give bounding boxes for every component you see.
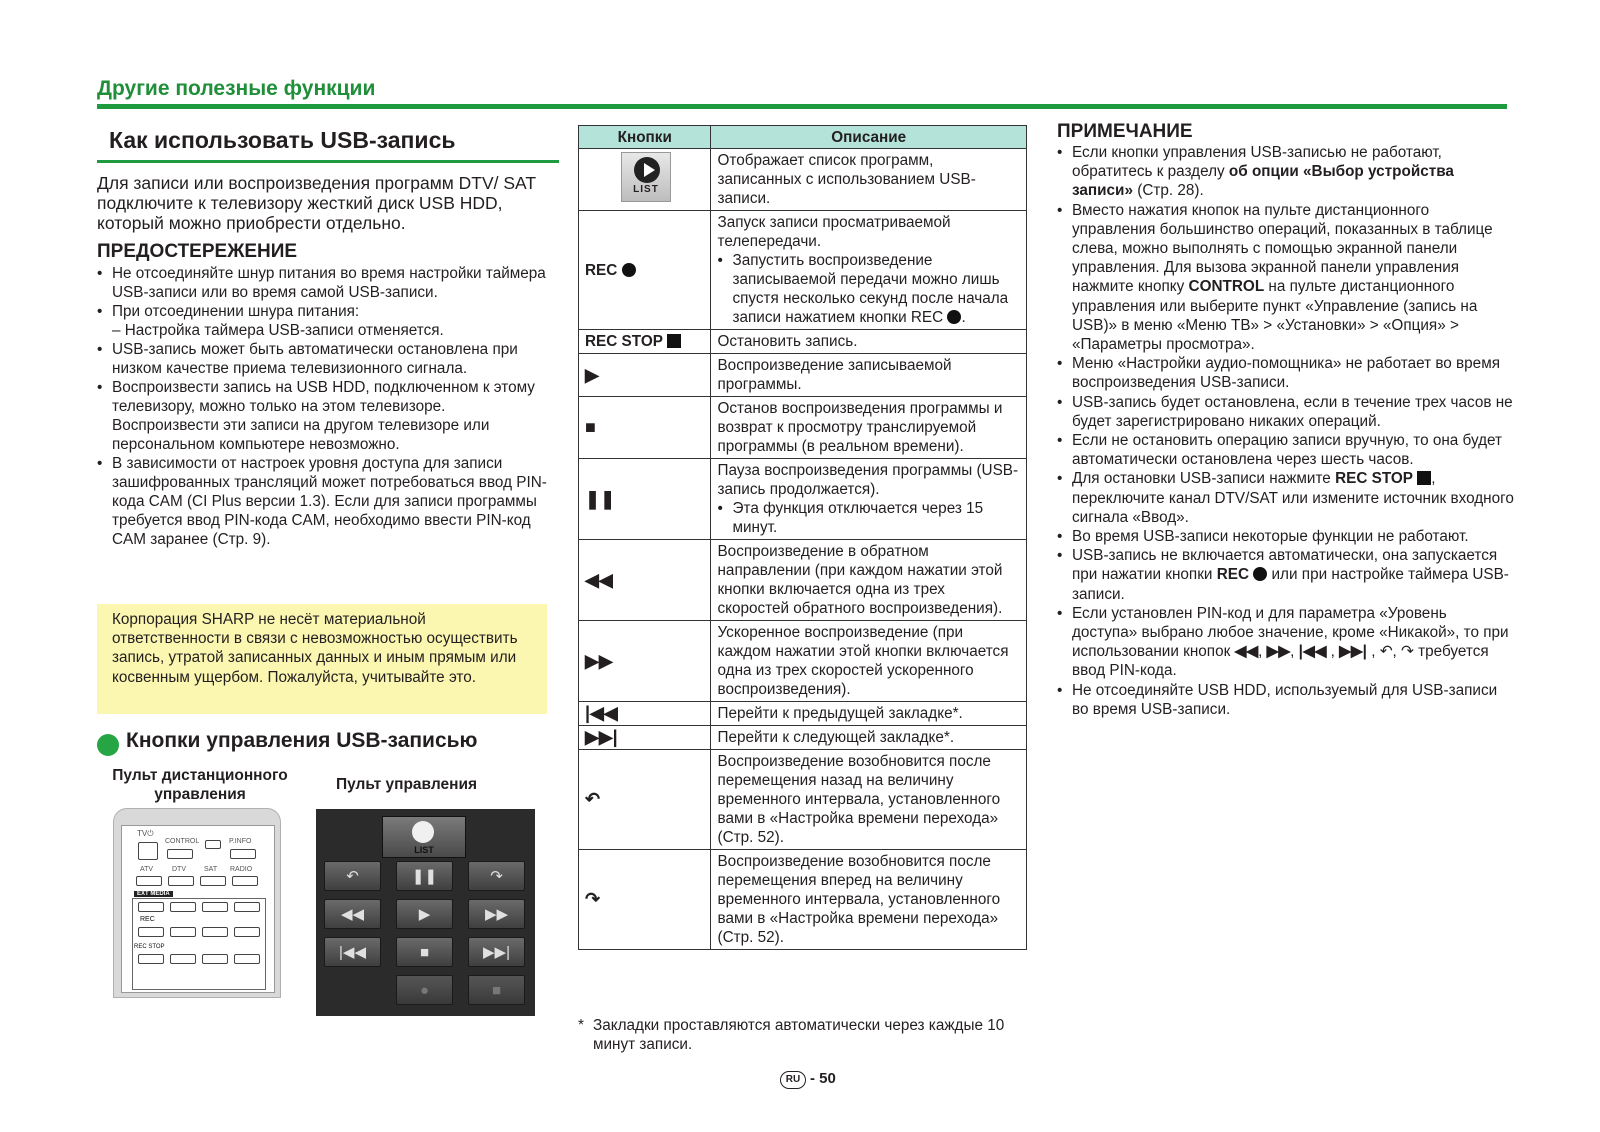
table-row bbox=[579, 702, 1027, 726]
note-item: • Во время USB-записи некоторые функции не работают. bbox=[1057, 527, 1515, 546]
play-icon: ▶ bbox=[579, 354, 711, 397]
caution-item bbox=[97, 302, 552, 340]
remote-control-button bbox=[167, 849, 193, 859]
list-button-label: LIST bbox=[633, 184, 659, 195]
panel-list-label: LIST bbox=[414, 845, 434, 855]
note-bold: об опции «Выбор устройства записи» bbox=[1072, 163, 1454, 200]
caution-list bbox=[97, 264, 552, 549]
remote-rewind-button bbox=[170, 927, 196, 937]
table-desc-cell: Воспроизведение возобновится после перемещения вперед на величину временного интервала, установленного вами в «Настройка времени перехода» (Стр. 52). bbox=[711, 850, 1027, 950]
language-badge: RU bbox=[780, 1071, 806, 1089]
table-desc-cell: Воспроизведение в обратном направлении (при каждом нажатии этой кнопки включается одна из трех скоростей обратного воспроизведения). bbox=[711, 540, 1027, 621]
key-label: REC bbox=[585, 261, 618, 279]
note-text: или при настройке таймера USB-записи. bbox=[1072, 566, 1509, 603]
note-text: (Стр. 28). bbox=[1132, 182, 1204, 200]
note-text: , переключите канал DTV/SAT или измените источник входного сигнала «Ввод». bbox=[1072, 470, 1514, 526]
remote-label-atv: ATV bbox=[140, 866, 154, 873]
controls-heading: Кнопки управления USB-записью bbox=[126, 729, 478, 752]
panel-rec-button: ● bbox=[396, 975, 453, 1005]
note-item bbox=[1057, 469, 1515, 527]
page-number-text: - 50 bbox=[810, 1070, 836, 1087]
buttons-table bbox=[578, 125, 1027, 950]
bullet-dot-icon bbox=[97, 734, 119, 756]
remote-atv-button bbox=[136, 876, 162, 886]
table-row bbox=[579, 621, 1027, 702]
note-item: • USB-запись будет остановлена, если в течение трех часов не будет зарегистрировано никаких операций. bbox=[1057, 393, 1515, 431]
panel-prev-button: |◀◀ bbox=[324, 937, 381, 967]
remote-pause-button bbox=[202, 902, 228, 912]
table-row bbox=[579, 211, 1027, 330]
footnote-asterisk: * bbox=[578, 1017, 584, 1034]
table-row bbox=[579, 354, 1027, 397]
note-text: требуется ввод PIN-кода. bbox=[1072, 643, 1489, 680]
remote-play-button bbox=[202, 927, 228, 937]
intro-paragraph: Для записи или воспроизведения программ DTV/ SAT подключите к телевизору жесткий диск USB HDD, который можно приобрести отдельно. bbox=[97, 173, 536, 233]
remote-button-area bbox=[121, 825, 275, 993]
record-dot-icon bbox=[947, 310, 961, 324]
table-header-desc: Описание bbox=[711, 126, 1027, 149]
panel-skip-forward-button: ↷ bbox=[468, 861, 525, 891]
table-header-keys: Кнопки bbox=[579, 126, 711, 149]
panel-rec-stop-button: ■ bbox=[468, 975, 525, 1005]
table-row bbox=[579, 459, 1027, 540]
list-button-icon bbox=[621, 152, 671, 202]
remote-power-button bbox=[138, 902, 164, 912]
table-row bbox=[579, 540, 1027, 621]
remote-rec-button bbox=[138, 927, 164, 937]
stop-square-icon bbox=[667, 334, 681, 348]
fast-forward-icon: ▶▶ bbox=[1266, 643, 1291, 661]
desc-text: Пауза воспроизведения программы (USB-запись продолжается). bbox=[717, 462, 1019, 498]
panel-play-button: ▶ bbox=[396, 899, 453, 929]
note-heading: ПРИМЕЧАНИЕ bbox=[1057, 121, 1193, 142]
panel-next-button: ▶▶| bbox=[468, 937, 525, 967]
next-icon: ▶▶| bbox=[579, 726, 711, 750]
note-text: USB-запись не включается автоматически, она запускается при нажатии кнопки bbox=[1072, 547, 1498, 584]
panel-rewind-button: ◀◀ bbox=[324, 899, 381, 929]
note-item bbox=[1057, 546, 1515, 604]
caution-heading: ПРЕДОСТЕРЕЖЕНИЕ bbox=[97, 241, 298, 262]
remote-label-tv: TV⏻ bbox=[137, 829, 154, 838]
remote-skip-back-button bbox=[170, 902, 196, 912]
caution-item-text: При отсоединении шнура питания: bbox=[112, 303, 360, 320]
fast-forward-icon: ▶▶ bbox=[579, 621, 711, 702]
table-key-cell bbox=[579, 149, 711, 211]
previous-icon: |◀◀ bbox=[1298, 643, 1327, 661]
remote-prev-button bbox=[170, 954, 196, 964]
desc-text: Запуск записи просматриваемой телепередачи. bbox=[717, 214, 951, 250]
panel-list-button bbox=[382, 816, 466, 858]
stop-icon: ■ bbox=[579, 397, 711, 459]
desc-bullet-text: Запустить воспроизведение записываемой передачи можно лишь спустя несколько секунд после начала записи нажатием кнопки REC bbox=[732, 252, 1009, 326]
table-row bbox=[579, 850, 1027, 950]
page-title: Как использовать USB-запись bbox=[97, 127, 559, 163]
panel-caption: Пульт управления bbox=[336, 776, 478, 793]
remote-caption: Пульт дистанционного управления bbox=[112, 767, 288, 803]
desc-bullet: • Эта функция отключается через 15 минут. bbox=[717, 499, 1020, 537]
note-item bbox=[1057, 201, 1515, 355]
panel-skip-back-button: ↶ bbox=[324, 861, 381, 891]
remote-stop-button bbox=[202, 954, 228, 964]
note-text: Если установлен PIN-код и для параметра «Уровень доступа» выбрано любое значение, кроме «Никакой», то при использовании кнопок bbox=[1072, 604, 1509, 661]
remote-skip-forward-button bbox=[234, 902, 260, 912]
table-desc-cell: Перейти к предыдущей закладке*. bbox=[711, 702, 1027, 726]
remote-label-dtv: DTV bbox=[172, 866, 186, 873]
table-desc-cell: Воспроизведение возобновится после перемещения назад на величину временного интервала, установленного вами в «Настройка времени перехода» (Стр. 52). bbox=[711, 750, 1027, 850]
stop-square-icon bbox=[1417, 471, 1431, 485]
skip-back-icon: ↶ bbox=[579, 750, 711, 850]
table-row bbox=[579, 397, 1027, 459]
caution-item: • В зависимости от настроек уровня доступа для записи зашифрованных трансляций может потребоваться ввод PIN-кода CAM (CI Plus версии 1.3). Если для записи программы требуется ввод PIN-кода CAM, необходимо ввести PIN-код CAM заранее (Стр. 9). bbox=[97, 454, 552, 549]
remote-menu-button bbox=[138, 842, 158, 860]
caution-item: • Воспроизвести запись на USB HDD, подключенном к этому телевизору, можно только на этом телевизоре. Воспроизвести эти записи на другом телевизоре или персональном компьютере невозможно. bbox=[97, 378, 552, 454]
rewind-icon: ◀◀ bbox=[579, 540, 711, 621]
record-dot-icon bbox=[622, 263, 636, 277]
note-item: • Меню «Настройки аудио-помощника» не работает во время воспроизведения USB-записи. bbox=[1057, 354, 1515, 392]
skip-back-icon: ↶ bbox=[1379, 643, 1393, 661]
section-title: Другие полезные функции bbox=[97, 77, 376, 100]
table-desc-cell: Останов воспроизведения программы и возврат к просмотру транслируемой программы (в реальном времени). bbox=[711, 397, 1027, 459]
remote-sat-button bbox=[200, 876, 226, 886]
caution-item: • Не отсоединяйте шнур питания во время настройки таймера USB-записи или во время самой USB-записи. bbox=[97, 264, 552, 302]
page-number bbox=[780, 1070, 836, 1089]
remote-label-radio: RADIO bbox=[230, 866, 253, 873]
section-divider bbox=[97, 104, 1507, 109]
panel-stop-button: ■ bbox=[396, 937, 453, 967]
table-key-cell bbox=[579, 211, 711, 330]
table-desc-cell: Остановить запись. bbox=[711, 330, 1027, 354]
table-desc-cell bbox=[711, 459, 1027, 540]
note-item: • Если не остановить операцию записи вручную, то она будет автоматически остановлена через шесть часов. bbox=[1057, 431, 1515, 469]
note-text: Для остановки USB-записи нажмите bbox=[1072, 470, 1336, 488]
remote-input-button bbox=[205, 840, 221, 849]
table-header-row bbox=[579, 126, 1027, 149]
remote-ffwd-button bbox=[234, 927, 260, 937]
table-desc-cell: Перейти к следующей закладке*. bbox=[711, 726, 1027, 750]
note-item: • Не отсоединяйте USB HDD, используемый для USB-записи во время USB-записи. bbox=[1057, 681, 1515, 719]
note-text: на пульте дистанционного управления или выберите пункт «Управление (запись на USB)» в меню «Меню ТВ» > «Установки» > «Опция» > «Параметры просмотра». bbox=[1072, 278, 1478, 354]
table-footnote bbox=[578, 1016, 1018, 1054]
note-item bbox=[1057, 143, 1515, 201]
note-list bbox=[1057, 143, 1515, 719]
table-desc-cell bbox=[711, 211, 1027, 330]
caution-subitem: – Настройка таймера USB-записи отменяется. bbox=[112, 322, 444, 339]
skip-forward-icon: ↷ bbox=[579, 850, 711, 950]
note-bold: CONTROL bbox=[1188, 278, 1265, 296]
note-bold: REC STOP bbox=[1335, 470, 1413, 488]
remote-dtv-button bbox=[168, 876, 194, 886]
table-row bbox=[579, 750, 1027, 850]
remote-label-rec-stop: REC STOP bbox=[134, 944, 165, 950]
remote-label-sat: SAT bbox=[204, 866, 218, 873]
table-desc-cell: Воспроизведение записываемой программы. bbox=[711, 354, 1027, 397]
record-dot-icon bbox=[1253, 567, 1267, 581]
table-row bbox=[579, 726, 1027, 750]
remote-label-control: CONTROL bbox=[165, 838, 200, 845]
remote-radio-button bbox=[232, 876, 258, 886]
table-desc-cell: Ускоренное воспроизведение (при каждом нажатии этой кнопки включается одна из трех скоростей ускоренного воспроизведения). bbox=[711, 621, 1027, 702]
key-label: REC STOP bbox=[585, 333, 663, 350]
footnote-text: Закладки проставляются автоматически через каждые 10 минут записи. bbox=[593, 1017, 1005, 1053]
rewind-icon: ◀◀ bbox=[1234, 643, 1259, 661]
previous-icon: |◀◀ bbox=[579, 702, 711, 726]
next-icon: ▶▶| bbox=[1339, 643, 1367, 661]
table-key-cell bbox=[579, 330, 711, 354]
panel-pause-button: ❚❚ bbox=[396, 861, 453, 891]
pause-icon: ❚❚ bbox=[579, 459, 711, 540]
note-text: Вместо нажатия кнопок на пульте дистанционного управления большинство операций, показанных в таблице слева, можно выполнять с помощью экранной панели управления. Для вызова экранной панели управления нажмите кнопку bbox=[1072, 201, 1493, 296]
remote-rec-stop-button bbox=[138, 954, 164, 964]
note-bold: REC bbox=[1216, 566, 1250, 584]
table-row bbox=[579, 330, 1027, 354]
control-panel-illustration bbox=[316, 809, 535, 1016]
remote-label-ext-media: EXT MEDIA bbox=[134, 891, 173, 897]
panel-ffwd-button: ▶▶ bbox=[468, 899, 525, 929]
remote-pinfo-button bbox=[230, 849, 256, 859]
remote-label-pinfo: P.INFO bbox=[229, 838, 252, 845]
table-row bbox=[579, 149, 1027, 211]
skip-forward-icon: ↷ bbox=[1401, 643, 1414, 661]
desc-bullet: • Запустить воспроизведение записываемой передачи можно лишь спустя несколько секунд после начала записи нажатием кнопки REC . bbox=[717, 251, 1020, 327]
remote-label-rec: REC bbox=[140, 916, 155, 923]
caution-item: • USB-запись может быть автоматически остановлена при низком качестве приема телевизионного сигнала. bbox=[97, 340, 552, 378]
remote-next-button bbox=[234, 954, 260, 964]
disclaimer-notice: Корпорация SHARP не несёт материальной ответственности в связи с невозможностью осуществить запись, утратой записанных данных и иным прямым или косвенным ущербом. Пожалуйста, учитывайте это. bbox=[97, 604, 547, 714]
table-desc-cell: Отображает список программ, записанных с использованием USB-записи. bbox=[711, 149, 1027, 211]
panel-list-play-icon bbox=[412, 821, 434, 843]
note-item: • Если установлен PIN-код и для параметра «Уровень доступа» выбрано любое значение, кроме «Никакой», то при использовании кнопок ◀◀, ▶▶, |◀◀ , ▶▶| , ↶, ↷ требуется ввод PIN-кода. bbox=[1057, 604, 1515, 681]
note-text: Если кнопки управления USB-записью не работают, обратитесь к разделу bbox=[1072, 144, 1442, 181]
